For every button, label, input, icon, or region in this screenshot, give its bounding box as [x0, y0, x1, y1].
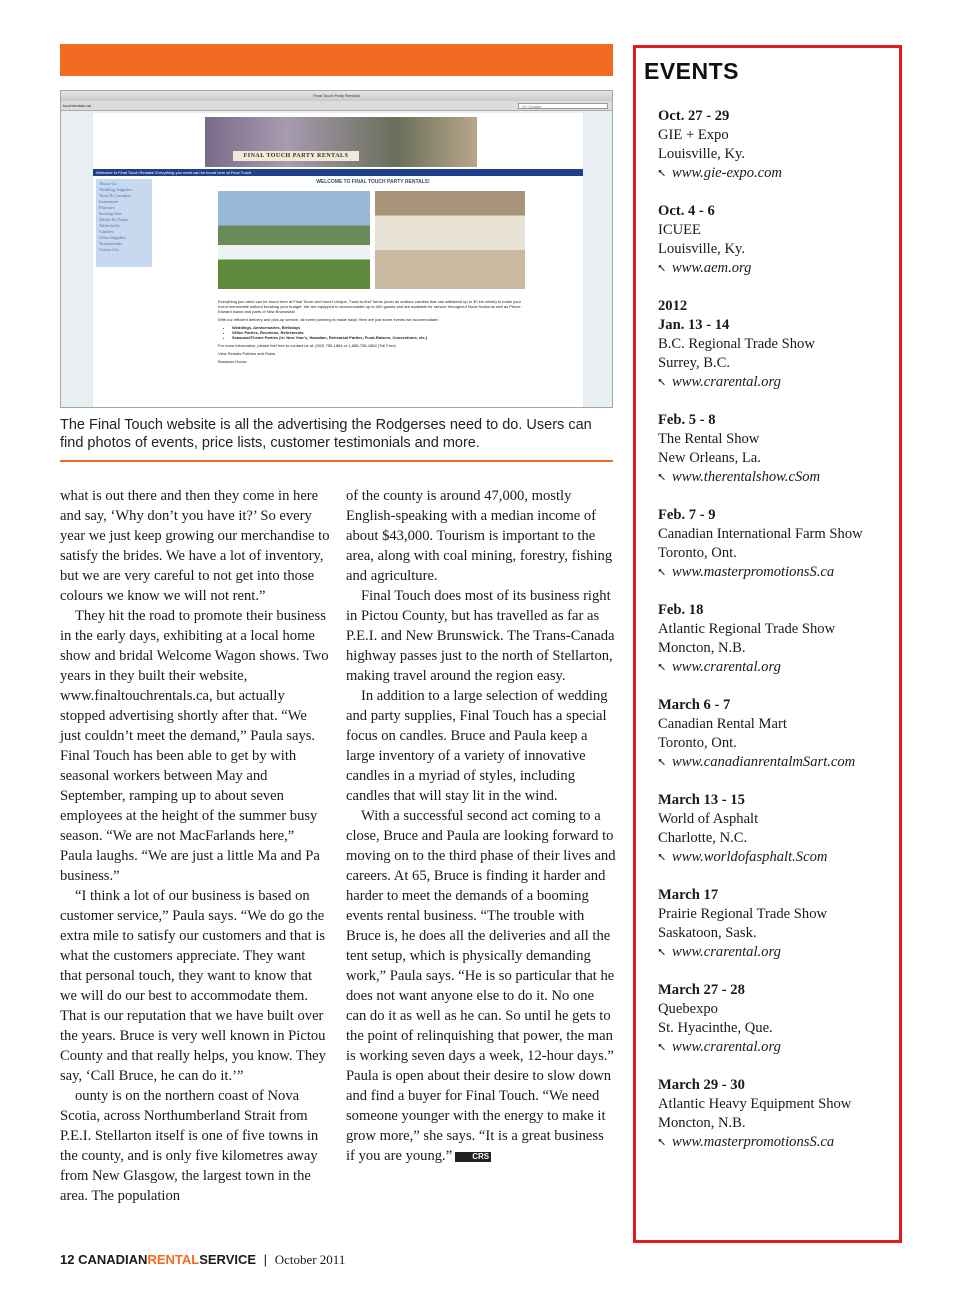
- website-view-link: View Rentals Policies and Rules: [218, 351, 276, 356]
- page-footer: [60, 1252, 345, 1268]
- event-location: Toronto, Ont.: [658, 545, 737, 561]
- website-menu-item: About Us: [99, 181, 117, 186]
- mouse-icon: ⭦: [658, 377, 666, 389]
- website-bullet: • Office Parties, Reunions, Retirements: [232, 330, 528, 335]
- website-menu-item: Tablecloths: [99, 223, 120, 228]
- mouse-icon: ⭦: [658, 947, 666, 959]
- event-date: Oct. 4 - 6: [658, 203, 715, 219]
- page-number: 12: [60, 1252, 75, 1267]
- website-service-text: With our efficient delivery and pick-up service, all event planning is made easy! Here are just some events we accommodate:: [218, 317, 439, 322]
- event-url[interactable]: www.gie-expo.com: [672, 165, 782, 181]
- browser-title: Final Touch Party Rentals!: [61, 91, 612, 101]
- event-date: Oct. 27 - 29: [658, 108, 730, 124]
- website-menu-item: Other Supplies: [99, 235, 126, 240]
- issue-date: October 2011: [274, 1252, 346, 1267]
- event-url[interactable]: www.aem.org: [672, 260, 752, 276]
- website-menu-item: Ironmaster: [99, 199, 119, 204]
- mouse-icon: ⭦: [658, 472, 666, 484]
- event-link[interactable]: [658, 468, 898, 488]
- event-name: Atlantic Heavy Equipment Show: [658, 1096, 852, 1112]
- article-paragraph: “I think a lot of our business is based on customer service,” Paula says. “We do go the extra mile to satisfy our customers and that is what the customers appreciate. They want that personal touch, they want to know that we will do our best to accommodate them. That is our reputation that we have built over the years. Bruce is very well known in Pictou County and that really helps, you know. They say, ‘Call Bruce, he can do it.’”: [60, 888, 326, 1084]
- event-location: Moncton, N.B.: [658, 640, 746, 656]
- article-column-left: [60, 486, 330, 1206]
- event-url[interactable]: www.crarental.org: [672, 374, 781, 390]
- website-menu-item: Tents & Canopies: [99, 193, 132, 198]
- event-location: Toronto, Ont.: [658, 735, 737, 751]
- event-item: [658, 696, 898, 773]
- article-paragraph-text: In addition to a large selection of wedding and party supplies, Final Touch has a special focus on candles. Bruce and Paula keep a large inventory of a variety of innovative candles in a myriad of styles, including candles that will stay lit in the wind.: [346, 688, 608, 804]
- browser-address-bar: [61, 101, 612, 111]
- article-paragraph: [346, 686, 616, 806]
- banquet-hall-photo: [375, 191, 525, 289]
- event-url[interactable]: www.crarental.org: [672, 659, 781, 675]
- event-location: Moncton, N.B.: [658, 1115, 746, 1131]
- events-sidebar: [633, 45, 902, 1243]
- photo-caption: The Final Touch website is all the advertising the Rodgerses need to do. Users can find photos of events, price lists, customer testimonials and more.: [60, 417, 592, 451]
- website-bullet: • Weddings, Anniversaries, Birthdays: [232, 325, 528, 330]
- event-url[interactable]: www.canadianrentalmSart.com: [672, 754, 856, 770]
- website-hours: Business Hours:: [218, 359, 248, 364]
- event-link[interactable]: [658, 563, 898, 583]
- event-link[interactable]: [658, 848, 898, 868]
- event-location: Surrey, B.C.: [658, 355, 731, 371]
- event-link[interactable]: [658, 164, 898, 184]
- website-menu-item: Testimonials: [99, 241, 122, 246]
- event-url[interactable]: www.masterpromotionsS.ca: [672, 564, 835, 580]
- article-paragraph-text: of the county is around 47,000, mostly English-speaking with a median income of about $43,000. Tourism is important to the area, along with coal mining, forestry, fishing and agriculture.: [346, 488, 613, 584]
- event-name: B.C. Regional Trade Show: [658, 336, 815, 352]
- event-url[interactable]: www.crarental.org: [672, 1039, 781, 1055]
- header-color-bar: [60, 44, 613, 76]
- events-heading: EVENTS: [644, 58, 740, 84]
- mouse-icon: ⭦: [658, 263, 666, 275]
- event-item: [658, 886, 898, 963]
- event-link[interactable]: [658, 1133, 898, 1153]
- website-nav-strip: Welcome to Final Touch Rentals! Everything you need can be found here at Final Touch.: [93, 169, 583, 176]
- event-item: [658, 1076, 898, 1153]
- mouse-icon: ⭦: [658, 852, 666, 864]
- event-item: [658, 202, 898, 279]
- website-bullet: • Seasonal/Theme Parties (ie: New Year's, Hawaiian, Rehearsal Parties, Fund-Raisers, Conventions, etc.): [232, 335, 528, 340]
- event-name: Canadian International Farm Show: [658, 526, 863, 542]
- event-item: [658, 506, 898, 583]
- event-name: Atlantic Regional Trade Show: [658, 621, 836, 637]
- website-menu-item: Contact Us: [99, 247, 120, 252]
- article-paragraph: ounty is on the northern coast of Nova Scotia, across Northumberland Strait from P.E.I. Stellarton itself is one of five towns in the county, and is only five kilometres away from New Glasgow, the largest town in the area. The population: [60, 1088, 319, 1204]
- event-url[interactable]: www.therentalshow.cSom: [672, 469, 821, 485]
- website-menu-item: Flatware: [99, 205, 115, 210]
- mouse-icon: ⭦: [658, 1137, 666, 1149]
- event-location: Louisville, Ky.: [658, 241, 746, 257]
- event-url[interactable]: www.worldofasphalt.Scom: [672, 849, 828, 865]
- event-location: New Orleans, La.: [658, 450, 761, 466]
- event-name: GIE + Expo: [658, 127, 729, 143]
- website-side-menu: [96, 179, 152, 267]
- publication-name-1: CANADIAN: [78, 1252, 148, 1267]
- event-date: March 17: [658, 887, 719, 903]
- website-menu-item: Tables & Chairs: [99, 217, 129, 222]
- website-bullets: [218, 325, 528, 340]
- event-name: Quebexpo: [658, 1001, 718, 1017]
- footer-separator: |: [263, 1252, 268, 1267]
- event-link[interactable]: [658, 259, 898, 279]
- event-url[interactable]: www.crarental.org: [672, 944, 781, 960]
- article-paragraph: what is out there and then they come in here and say, ‘Why don’t you have it?’ So every year we just keep growing our merchandise to satisfy the brides. We have a lot of inventory, but we are very careful to not get into those colours we know we will not rent.”: [60, 488, 330, 604]
- mouse-icon: ⭦: [658, 662, 666, 674]
- website-page: [93, 113, 583, 408]
- event-item: [658, 297, 898, 393]
- event-name: World of Asphalt: [658, 811, 759, 827]
- website-body-text: [218, 299, 528, 367]
- event-item: [658, 601, 898, 678]
- event-url[interactable]: www.masterpromotionsS.ca: [672, 1134, 835, 1150]
- mouse-icon: ⭦: [658, 567, 666, 579]
- address-text: touchrentals.ca/: [63, 103, 92, 108]
- event-date: March 13 - 15: [658, 792, 745, 808]
- website-welcome-heading: WELCOME TO FINAL TOUCH PARTY RENTALS!: [316, 179, 430, 185]
- event-item: [658, 107, 898, 184]
- website-intro: Everything you need can be found here at Final Touch and more! Unique, "hard-to-find" items (such as outdoor candles that can withstand up to 30 km winds) to make your event memorable without breaking your budget. We are equipped to accommodate up to 400 guests and are available for service throughout Nova Scotia as well as Prince Edward Island and parts of New Brunswick!: [218, 299, 521, 314]
- event-location: Charlotte, N.C.: [658, 830, 748, 846]
- event-name: ICUEE: [658, 222, 701, 238]
- article-paragraph: [346, 806, 616, 1166]
- article-paragraph: [346, 586, 616, 686]
- article-paragraph: They hit the road to promote their business in the early days, exhibiting at a local home show and bridal Welcome Wagon shows. Two years in they built their website, www.finaltouchrentals.ca, but actually stopped advertising shortly after that. “We just couldn’t meet the demand,” Paula says. Final Touch has been able to get by with seasonal workers between May and September, ramping up to about seven employees at the height of the summer busy season. “We are not MacFarlands here,” Paula laughs. “We are just a little Ma and Pa business.”: [60, 608, 329, 884]
- article-column-middle: [346, 486, 616, 1166]
- event-location: Louisville, Ky.: [658, 146, 746, 162]
- event-date: March 27 - 28: [658, 982, 745, 998]
- website-menu-item: Candles: [99, 229, 114, 234]
- event-date: March 6 - 7: [658, 697, 731, 713]
- event-date: Feb. 18: [658, 602, 704, 618]
- article-paragraph: [346, 486, 616, 586]
- event-location: St. Hyacinthe, Que.: [658, 1020, 773, 1036]
- event-link[interactable]: [658, 658, 898, 678]
- event-link[interactable]: [658, 753, 898, 773]
- event-year: 2012: [658, 298, 688, 314]
- event-link[interactable]: [658, 1038, 898, 1058]
- event-name: Prairie Regional Trade Show: [658, 906, 828, 922]
- article-paragraph-text: With a successful second act coming to a close, Bruce and Paula are looking forward to moving on to the third phase of their lives and careers. At 65, Bruce is finding it harder and harder to meet the demands of a booming events rental business. “The trouble with Bruce is, he does all the deliveries and all the tent setup, which is physically demanding work,” Paula says. “He is so particular that he does not want anyone else to do it. No one can do it as well as he can. So until he gets to the point of relinquishing that power, the man is working seven days a week, 12-hour days.” Paula is open about their desire to slow down and find a buyer for Final Touch. “We need someone younger with the energy to make it grow more,” she says. “It is a great business if you are young.”: [346, 808, 616, 1164]
- publication-name-2: RENTAL: [147, 1252, 200, 1267]
- event-item: [658, 411, 898, 488]
- website-screenshot: [60, 90, 613, 408]
- tent-photo: [218, 191, 370, 289]
- mouse-icon: ⭦: [658, 168, 666, 180]
- publication-name-3: SERVICE: [199, 1252, 257, 1267]
- event-item: [658, 981, 898, 1058]
- events-list: [658, 107, 898, 1171]
- website-banner-label: FINAL TOUCH PARTY RENTALS: [233, 151, 359, 161]
- mouse-icon: ⭦: [658, 1042, 666, 1054]
- website-menu-item: Serving Sets: [99, 211, 122, 216]
- event-name: Canadian Rental Mart: [658, 716, 787, 732]
- website-menu-item: Wedding Supplies: [99, 187, 132, 192]
- event-item: [658, 791, 898, 868]
- caption-divider: [60, 460, 613, 462]
- browser-search-box: Q+ Google: [518, 103, 608, 109]
- event-date: March 29 - 30: [658, 1077, 745, 1093]
- article-end-mark: CRS: [455, 1152, 491, 1162]
- article-paragraph-text: Final Touch does most of its business right in Pictou County, but has travelled as far as P.E.I. and New Brunswick. The Trans-Canada highway passes just to the north of Stellarton, making travel around the region easy.: [346, 588, 615, 684]
- event-date: Jan. 13 - 14: [658, 317, 730, 333]
- event-location: Saskatoon, Sask.: [658, 925, 757, 941]
- website-contact: For more information, please feel free to contact us at: (902) 755-1864 or 1-888-755-1864 (Toll Free): [218, 343, 396, 348]
- event-link[interactable]: [658, 373, 898, 393]
- event-name: The Rental Show: [658, 431, 760, 447]
- event-link[interactable]: [658, 943, 898, 963]
- event-date: Feb. 5 - 8: [658, 412, 716, 428]
- mouse-icon: ⭦: [658, 757, 666, 769]
- event-date: Feb. 7 - 9: [658, 507, 716, 523]
